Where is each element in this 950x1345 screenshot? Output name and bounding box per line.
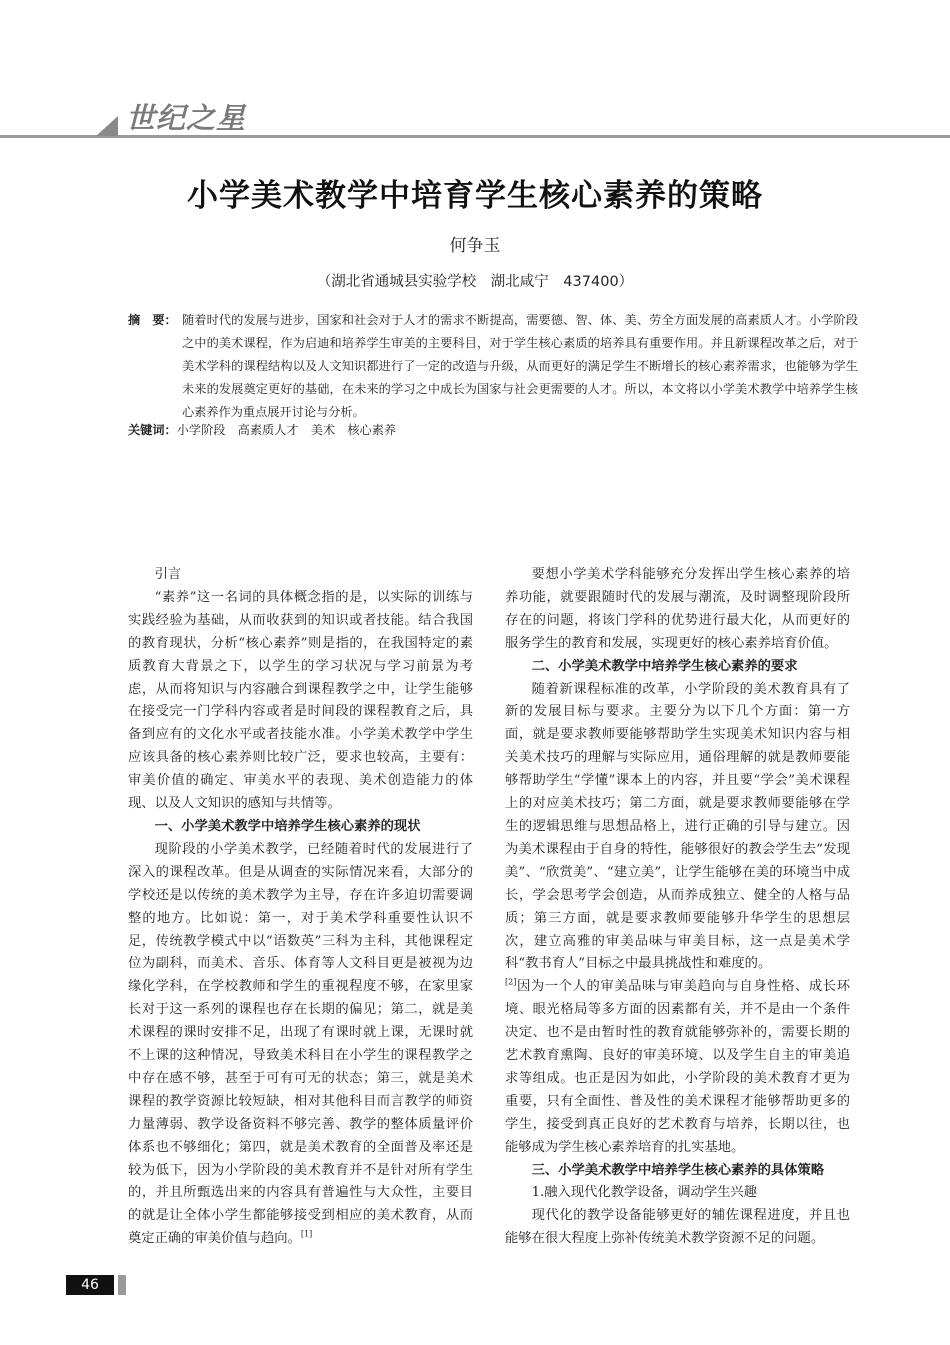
section-2-text-2: 因为一个人的审美品味与审美趋向与自身性格、成长环境、眼光格局等多方面的因素都有关，并不是由一个条件决定、也不是由暂时性的教育就能够弥补的，需要长期的艺术教育熏陶、良好的审美环境、以及学生自主的审美追求等组成。也正是因为如此，小学阶段的美术教育才更为重要，只有全面性、普及性的美术课程才能够帮助更多的学生，接受到真正良好的艺术教育与培养，长期以往，也能够成为学生核心素养培育的扎实基地。 (505, 979, 850, 1155)
journal-logo: 世纪之星 (126, 101, 247, 135)
article-title: 小学美术教学中培育学生核心素养的策略 (187, 178, 763, 214)
keywords-label: 关键词： (128, 423, 177, 437)
section-2-heading: 二、小学美术教学中培养学生核心素养的要求 (531, 658, 798, 674)
continuation-paragraph: 要想小学美术学科能够充分发挥出学生核心素养的培养功能，就要跟随时代的发展与潮流，及时调整现阶段所存在的问题，将该门学科的优势进行最大化，从而更好的服务学生的教育和发展，实现更好的核心素养培育价值。 (505, 567, 850, 651)
intro-heading: 引言 (154, 567, 182, 582)
right-column (505, 564, 850, 1251)
keywords-text: 小学阶段 高素质人才 美术 核心素养 (176, 423, 397, 437)
page-number: 46 (66, 1275, 114, 1295)
author-name: 何争玉 (449, 236, 501, 256)
section-1-paragraph (128, 839, 473, 1251)
citation-2: [2] (505, 977, 517, 987)
section-2-paragraph-2 (505, 976, 850, 1159)
citation-1: [1] (300, 1229, 313, 1239)
section-1-heading: 一、小学美术教学中培养学生核心素养的现状 (154, 818, 421, 834)
abstract-block (128, 309, 858, 424)
section-1-text: 现阶段的小学美术教学，已经随着时代的发展进行了深入的课程改革。但是从调查的实际情况来看，大部分的学校还是以传统的美术教学为主导，存在许多迫切需要调整的地方。比如说：第一，对于美术学科重要性认识不足，传统教学模式中以“语数英”三科为主科，其他课程定位为副科，而美术、音乐、体育等人文科目更是被视为边缘化学科，在学校教师和学生的重视程度不够，在家里家长对于这一系列的课程也存在长期的偏见；第二，就是美术课程的课时安排不足，出现了有课时就上课，无课时就不上课的这种情况，导致美术科目在小学生的课程教学之中存在感不够，甚至于可有可无的状态；第三，就是美术课程的教学资源比较短缺，相对其他科目而言教学的师资力量薄弱、教学设备资料不够完善、教学的整体质量评价体系也不够细化；第四，就是美术教育的全面普及率还是较为低下，因为小学阶段的美术教育并不是针对所有学生的，并且所甄选出来的内容具有普遍性与大众性，主要目的就是让全体小学生都能够接受到相应的美术教育，从而奠定正确的审美价值与趋向。 (128, 841, 473, 1247)
section-3-paragraph: 现代化的教学设备能够更好的辅佐课程进度，并且也能够在很大程度上弥补传统美术教学资源不足的问题。 (505, 1208, 850, 1247)
header-triangle-mark (96, 116, 118, 136)
author-affiliation: （湖北省通城县实验学校 湖北咸宁 437400） (316, 274, 634, 290)
keywords-block (128, 420, 858, 440)
abstract-text: 随着时代的发展与进步，国家和社会对于人才的需求不断提高，需要德、智、体、美、劳全方面发展的高素质人才。小学阶段之中的美术课程，作为启迪和培养学生审美的主要科目，对于学生核心素质的培养具有重要作用。并且新课程改革之后，对于美术学科的课程结构以及人文知识都进行了一定的改造与升级，从而更好的满足学生不断增长的核心素养需求，也能够为学生未来的发展奠定更好的基础，在未来的学习之中成长为国家与社会更需要的人才。所以，本文将以小学美术教学中培养学生核心素养作为重点展开讨论与分析。 (182, 313, 858, 419)
page-number-stripe (118, 1275, 126, 1295)
section-2-paragraph-1: 随着新课程标准的改革，小学阶段的美术教育具有了新的发展目标与要求。主要分为以下几个方面：第一方面，就是要求教师要能够帮助学生实现美术知识内容与相关美术技巧的理解与实际应用，通俗理解的就是教师要能够帮助学生“学懂”课本上的内容，并且要“学会”美术课程上的对应美术技巧；第二方面，就是要求教师要能够在学生的逻辑思维与思想品格上，进行正确的引导与建立。因为美术课程由于自身的特性，能够很好的教会学生去“发现美”、“欣赏美”、“建立美”，让学生能够在美的环境当中成长，学会思考学会创造，从而养成独立、健全的人格与品质；第三方面，就是要求教师要能够升华学生的思想层次，建立高雅的审美品味与审美目标，这一点是美术学科“教书育人”目标之中最具挑战性和难度的。 (505, 681, 850, 972)
abstract-label: 摘 要： (128, 313, 177, 327)
left-column (128, 564, 473, 1251)
section-3-subheading: 1.融入现代化教学设备，调动学生兴趣 (531, 1185, 758, 1201)
section-3-heading: 三、小学美术教学中培养学生核心素养的具体策略 (531, 1162, 825, 1178)
intro-paragraph: “素养”这一名词的具体概念指的是，以实际的训练与实践经验为基础，从而收获到的知识或者技能。结合我国的教育现状，分析“核心素养”则是指的，在我国特定的素质教育大背景之下，以学生的学习状况与学习前景为考虑，从而将知识与内容融合到课程教学之中，让学生能够在接受完一门学科内容或者是时间段的课程教育之后，具备到应有的文化水平或者技能水准。小学美术教学中学生应该具备的核心素养则比较广泛，要求也较高，主要有：审美价值的确定、审美水平的表现、美术创造能力的体现、以及人文知识的感知与共情等。 (128, 589, 473, 812)
